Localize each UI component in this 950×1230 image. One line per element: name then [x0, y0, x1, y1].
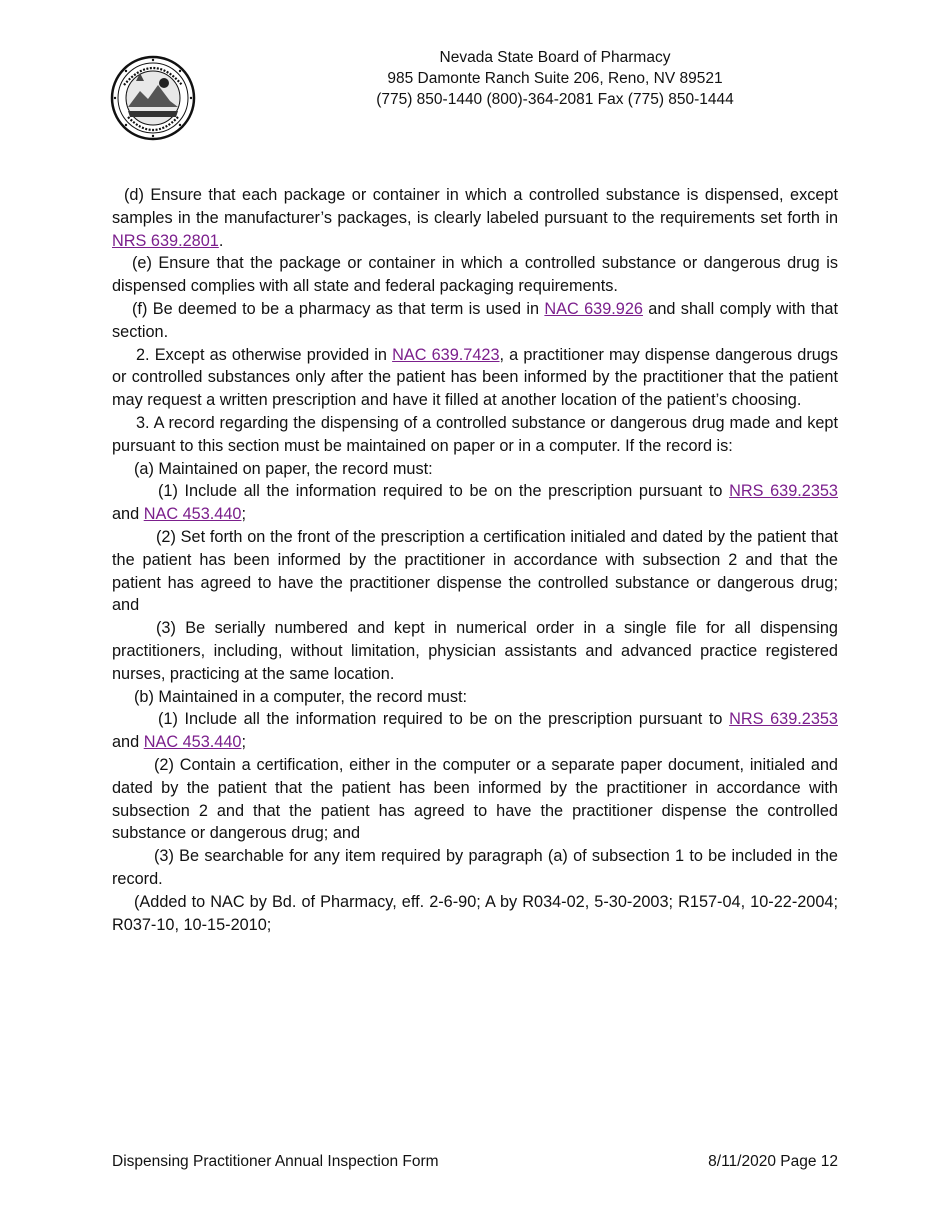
paragraph-f: (f) Be deemed to be a pharmacy as that term is used in NAC 639.926 and shall comply with that section.	[112, 299, 838, 341]
link-nrs-639-2353[interactable]: NRS 639.2353	[729, 710, 838, 729]
paragraph-b-3: (3) Be searchable for any item required by paragraph (a) of subsection 1 to be included in the record.	[112, 847, 838, 888]
form-title: Dispensing Practitioner Annual Inspection Form	[112, 1153, 439, 1170]
paragraph-b-2: (2) Contain a certification, either in the computer or a separate paper document, initialed and dated by the patient that the patient has been informed by the practitioner in accordance with subsection 2 and that the patient has agreed to have the practitioner dispense the controlled substance or dangerous drug; and	[112, 755, 838, 843]
paragraph-a: (a) Maintained on paper, the record must:	[134, 459, 433, 478]
board-phone: (775) 850-1440 (800)-364-2081 Fax (775) 850-1444	[376, 91, 734, 108]
letterhead	[250, 47, 860, 110]
paragraph-b: (b) Maintained in a computer, the record must:	[134, 687, 468, 706]
link-nrs-639-2801[interactable]: NRS 639.2801	[112, 231, 219, 250]
paragraph-a-1: (1) Include all the information required to be on the prescription pursuant to NRS 639.2353 and NAC 453.440;	[112, 482, 838, 524]
paragraph-a-2: (2) Set forth on the front of the prescription a certification initialed and dated by the patient that the patient has been informed by the practitioner in accordance with subsection 2 and that the patient has agreed to have the practitioner dispense the controlled substance or dangerous drug; and	[112, 527, 838, 615]
subsection-3: 3. A record regarding the dispensing of a controlled substance or dangerous drug made and kept pursuant to this section must be maintained on paper or in a computer. If the record is:	[112, 413, 838, 455]
regulation-text	[112, 184, 838, 936]
page-footer	[112, 1153, 838, 1171]
link-nac-639-7423[interactable]: NAC 639.7423	[392, 345, 500, 364]
paragraph-d: (d) Ensure that each package or container in which a controlled substance is dispensed, except samples in the manufacturer’s packages, is clearly labeled pursuant to the requirements set forth in NRS 639.2801.	[112, 186, 838, 250]
board-name: Nevada State Board of Pharmacy	[439, 49, 671, 66]
subsection-2: 2. Except as otherwise provided in NAC 639.7423, a practitioner may dispense dangerous drugs or controlled substances only after the patient has been informed by the practitioner that the patient may request a written prescription and have it filled at another location of the patient’s choosing.	[112, 345, 838, 410]
link-nac-453-440[interactable]: NAC 453.440	[143, 505, 242, 524]
page-date-number: 8/11/2020 Page 12	[708, 1153, 838, 1170]
link-nac-639-926[interactable]: NAC 639.926	[544, 299, 643, 318]
state-seal-logo	[110, 55, 196, 141]
link-nrs-639-2353[interactable]: NRS 639.2353	[729, 482, 838, 501]
paragraph-e: (e) Ensure that the package or container in which a controlled substance or dangerous drug is dispensed complies with all state and federal packaging requirements.	[112, 254, 838, 296]
paragraph-b-1: (1) Include all the information required to be on the prescription pursuant to NRS 639.2353 and NAC 453.440;	[112, 710, 838, 752]
link-nac-453-440[interactable]: NAC 453.440	[143, 733, 242, 752]
paragraph-a-3: (3) Be serially numbered and kept in numerical order in a single file for all dispensing practitioners, including, without limitation, physician assistants and advanced practice registered nurses, practicing at the same location.	[112, 619, 838, 683]
board-address: 985 Damonte Ranch Suite 206, Reno, NV 89521	[387, 70, 723, 87]
history-note: (Added to NAC by Bd. of Pharmacy, eff. 2-6-90; A by R034-02, 5-30-2003; R157-04, 10-22-2004; R037-10, 10-15-2010;	[112, 892, 838, 934]
